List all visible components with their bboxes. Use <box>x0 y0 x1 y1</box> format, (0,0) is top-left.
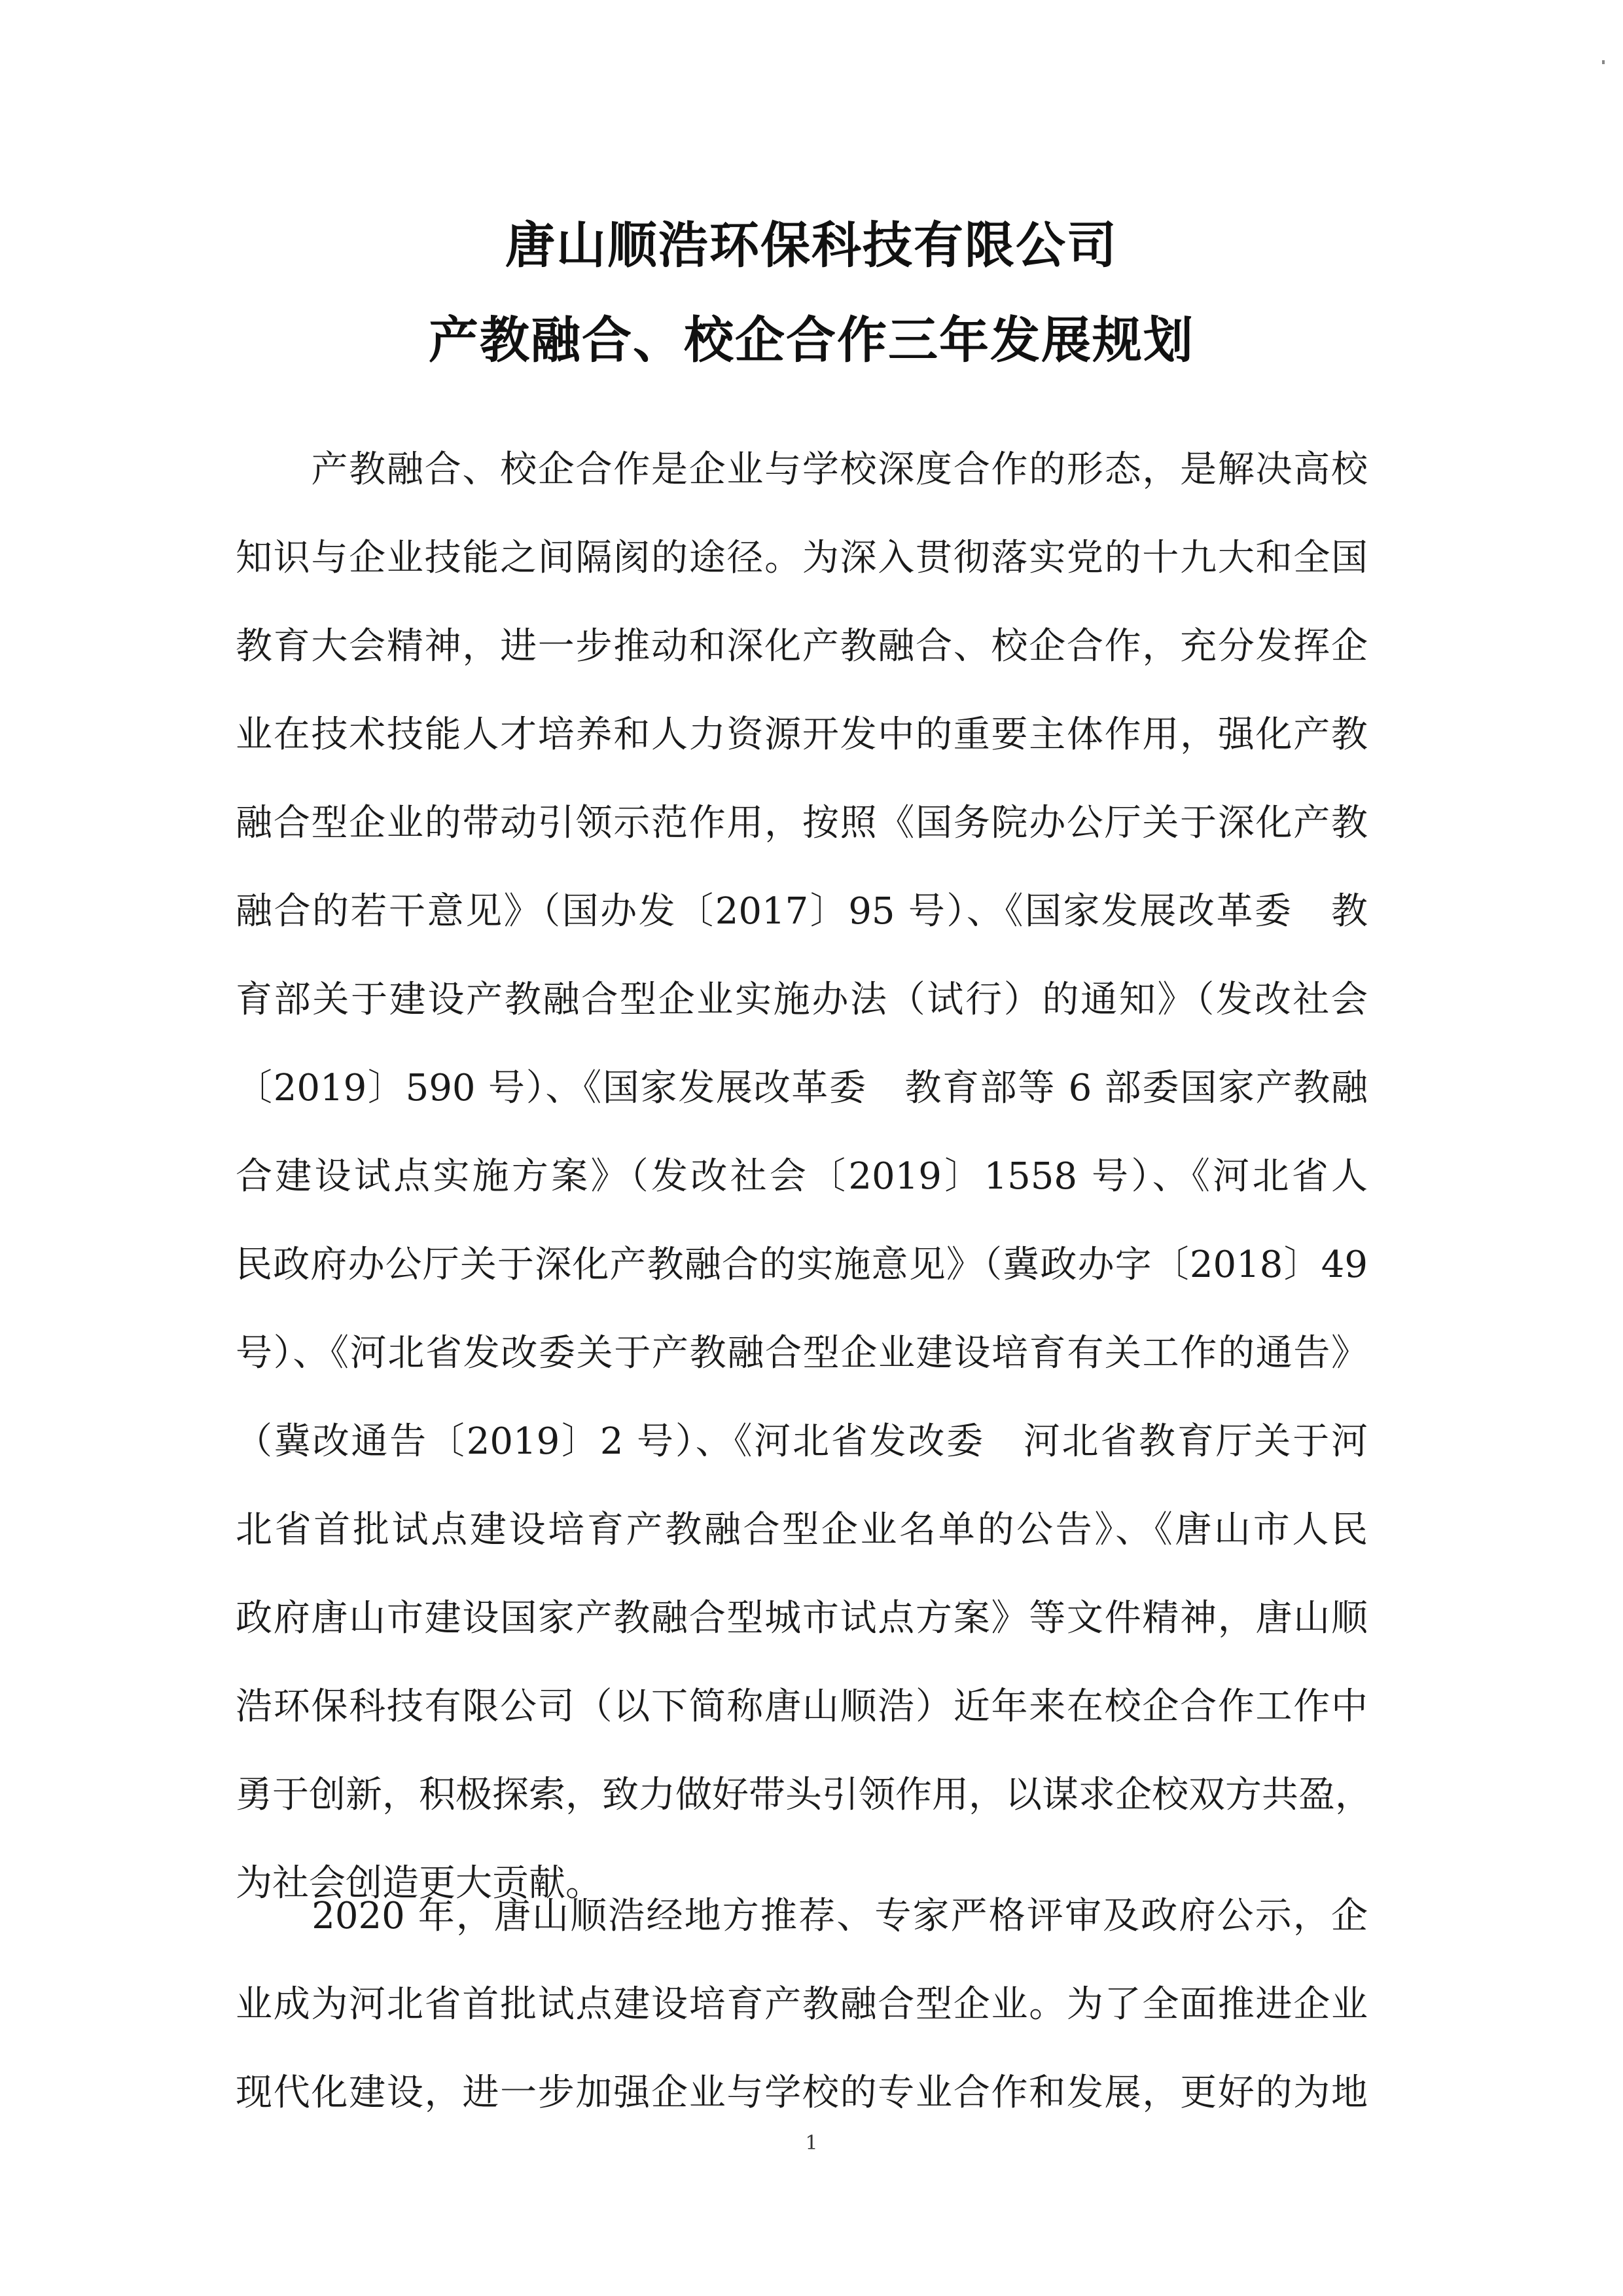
text-line: （冀改通告〔2019〕2 号）、《河北省发改委 河北省教育厅关于河 <box>236 1420 1368 1463</box>
text-line: 北省首批试点建设培育产教融合型企业名单的公告》、《唐山市人民 <box>236 1509 1368 1551</box>
text-line: 为社会创造更大贡献。 <box>236 1862 602 1905</box>
text-line: 现代化建设，进一步加强企业与学校的专业合作和发展，更好的为地 <box>236 2072 1368 2114</box>
scan-speck <box>1602 60 1605 64</box>
text-line: 产教融合、校企合作是企业与学校深度合作的形态，是解决高校 <box>236 448 1368 491</box>
text-line: 〔2019〕590 号）、《国家发展改革委 教育部等 6 部委国家产教融 <box>236 1067 1368 1109</box>
text-line: 育部关于建设产教融合型企业实施办法（试行）的通知》（发改社会 <box>236 978 1368 1021</box>
text-line: 合建设试点实施方案》（发改社会〔2019〕1558 号）、《河北省人 <box>236 1155 1368 1198</box>
text-line: 号）、《河北省发改委关于产教融合型企业建设培育有关工作的通告》 <box>236 1332 1368 1374</box>
paragraph-intro <box>236 425 1372 1928</box>
paragraph-2020 <box>236 1872 1368 2137</box>
text-line: 融合的若干意见》（国办发〔2017〕95 号）、《国家发展改革委 教 <box>236 890 1368 933</box>
text-line: 业在技术技能人才培养和人力资源开发中的重要主体作用，强化产教 <box>236 713 1368 756</box>
text-line: 政府唐山市建设国家产教融合型城市试点方案》等文件精神，唐山顺 <box>236 1597 1368 1640</box>
document-title-line-1: 唐山顺浩环保科技有限公司 <box>505 216 1118 274</box>
text-line: 民政府办公厅关于深化产教融合的实施意见》（冀政办字〔2018〕49 <box>236 1244 1368 1286</box>
text-line: 融合型企业的带动引领示范作用，按照《国务院办公厅关于深化产教 <box>236 802 1368 844</box>
text-line: 勇于创新，积极探索，致力做好带头引领作用，以谋求企校双方共盈， <box>236 1774 1372 1816</box>
text-line: 2020 年，唐山顺浩经地方推荐、专家严格评审及政府公示，企 <box>236 1895 1368 1937</box>
text-line: 浩环保科技有限公司（以下简称唐山顺浩）近年来在校企合作工作中 <box>236 1685 1368 1728</box>
text-line: 知识与企业技能之间隔阂的途径。为深入贯彻落实党的十九大和全国 <box>236 537 1368 579</box>
document-title-line-2: 产教融合、校企合作三年发展规划 <box>429 311 1194 369</box>
text-line: 业成为河北省首批试点建设培育产教融合型企业。为了全面推进企业 <box>236 1983 1368 2026</box>
page-number: 1 <box>805 2132 818 2155</box>
text-line: 教育大会精神，进一步推动和深化产教融合、校企合作，充分发挥企 <box>236 625 1368 668</box>
